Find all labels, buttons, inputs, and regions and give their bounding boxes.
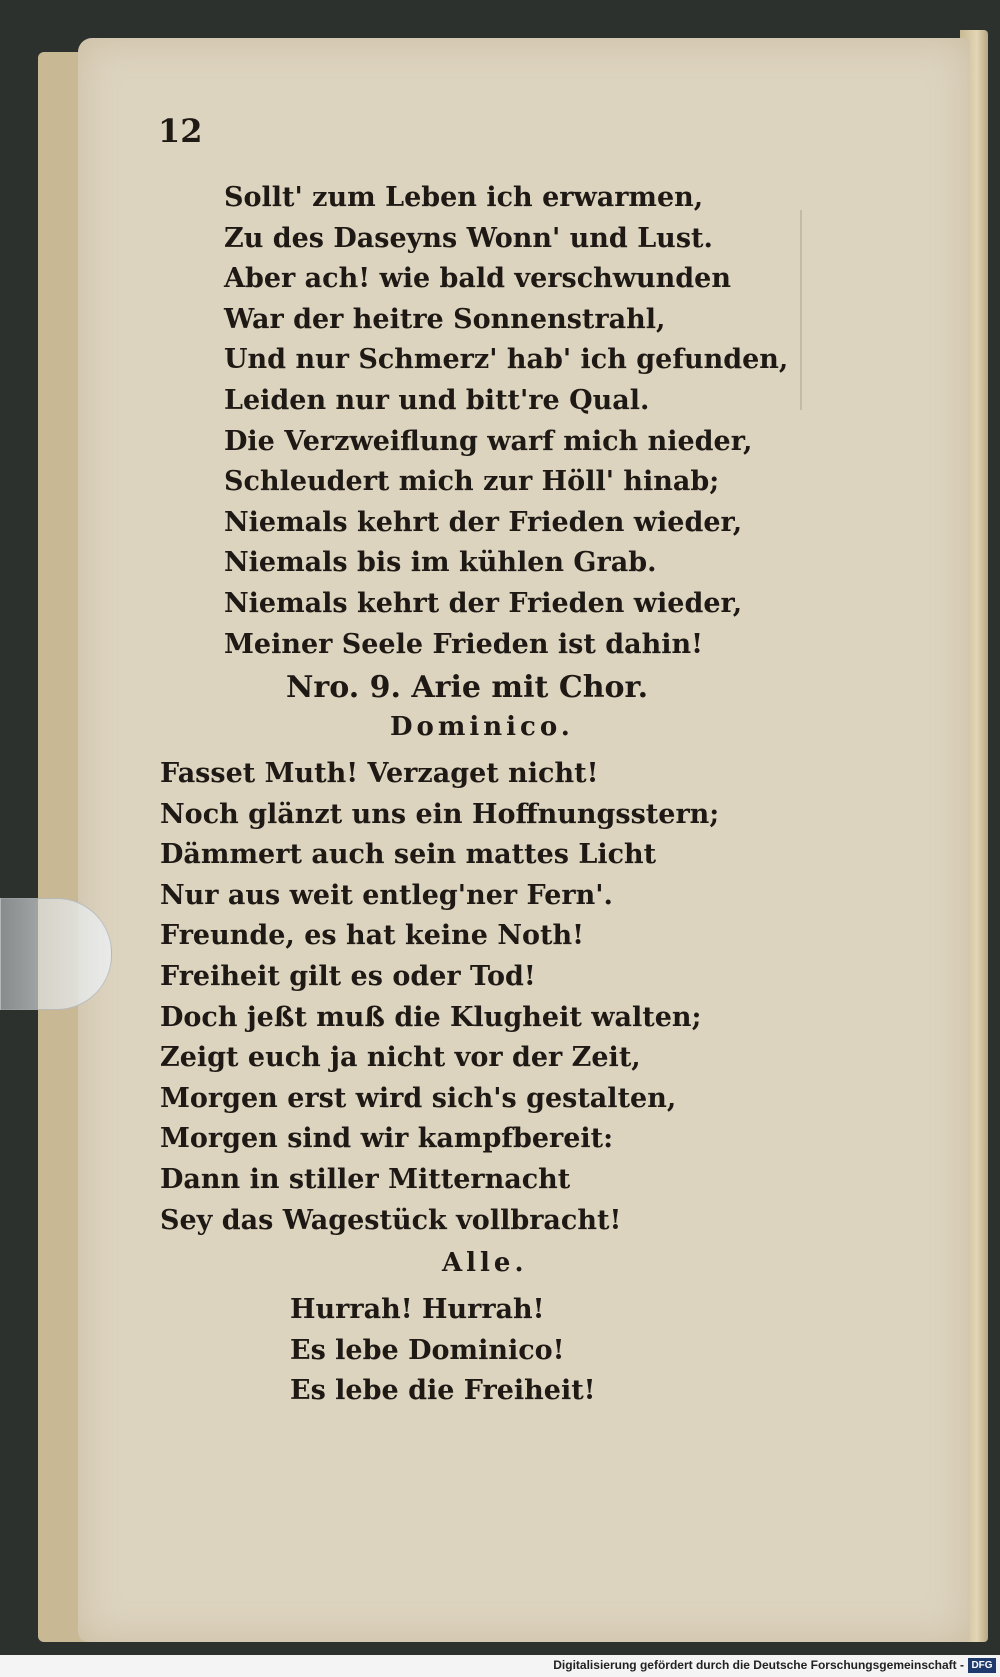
verse-line: Niemals kehrt der Frieden wieder,	[224, 506, 743, 538]
page-number: 12	[158, 112, 203, 150]
dfg-logo: DFG	[968, 1658, 996, 1673]
verse-line: Leiden nur und bitt're Qual.	[224, 384, 650, 416]
verse-line: Zu des Daseyns Wonn' und Lust.	[224, 222, 713, 254]
verse-line: Sollt' zum Leben ich erwarmen,	[224, 182, 704, 213]
number-heading: Nro. 9. Arie mit Chor.	[286, 670, 649, 705]
verse-line: Sey das Wagestück vollbracht!	[160, 1204, 622, 1236]
page-clip	[0, 898, 112, 1010]
verse-line: Hurrah! Hurrah!	[290, 1294, 545, 1325]
speaker-alle: Alle.	[442, 1248, 528, 1278]
verse-line: Freunde, es hat keine Noth!	[160, 920, 584, 952]
verse-line: Niemals kehrt der Frieden wieder,	[224, 587, 743, 619]
verse-line: Nur aus weit entleg'ner Fern'.	[160, 879, 613, 911]
verse-line: Morgen erst wird sich's gestalten,	[160, 1082, 677, 1114]
verse-line: Doch jeßt muß die Klugheit walten;	[160, 1001, 702, 1033]
verse-line: Dämmert auch sein mattes Licht	[160, 839, 657, 871]
verse-line: Zeigt euch ja nicht vor der Zeit,	[160, 1042, 641, 1074]
verse-line: Morgen sind wir kampfbereit:	[160, 1123, 614, 1155]
verse-line: Freiheit gilt es oder Tod!	[160, 960, 536, 992]
verse-line: Noch glänzt uns ein Hoffnungsstern;	[160, 798, 720, 830]
chorus-lines	[290, 1290, 596, 1412]
verse-line: Aber ach! wie bald verschwunden	[224, 263, 731, 295]
verse-line: Die Verzweiflung warf mich nieder,	[224, 425, 753, 457]
verse-line: Fasset Muth! Verzaget nicht!	[160, 758, 599, 789]
footer-credit: Digitalisierung gefördert durch die Deutsche Forschungsgemeinschaft -	[553, 1658, 964, 1672]
stanza-2	[160, 754, 719, 1241]
stanza-1	[224, 178, 788, 665]
footer-bar	[0, 1655, 1000, 1677]
verse-line: Meiner Seele Frieden ist dahin!	[224, 628, 703, 660]
speaker-dominico: Dominico.	[390, 712, 574, 742]
verse-line: Dann in stiller Mitternacht	[160, 1163, 571, 1195]
verse-line: Es lebe die Freiheit!	[290, 1375, 596, 1407]
verse-line: Niemals bis im kühlen Grab.	[224, 547, 657, 579]
verse-line: Schleudert mich zur Höll' hinab;	[224, 466, 720, 498]
verse-line: War der heitre Sonnenstrahl,	[224, 303, 666, 335]
verse-line: Und nur Schmerz' hab' ich gefunden,	[224, 344, 789, 376]
verse-line: Es lebe Dominico!	[290, 1334, 565, 1366]
